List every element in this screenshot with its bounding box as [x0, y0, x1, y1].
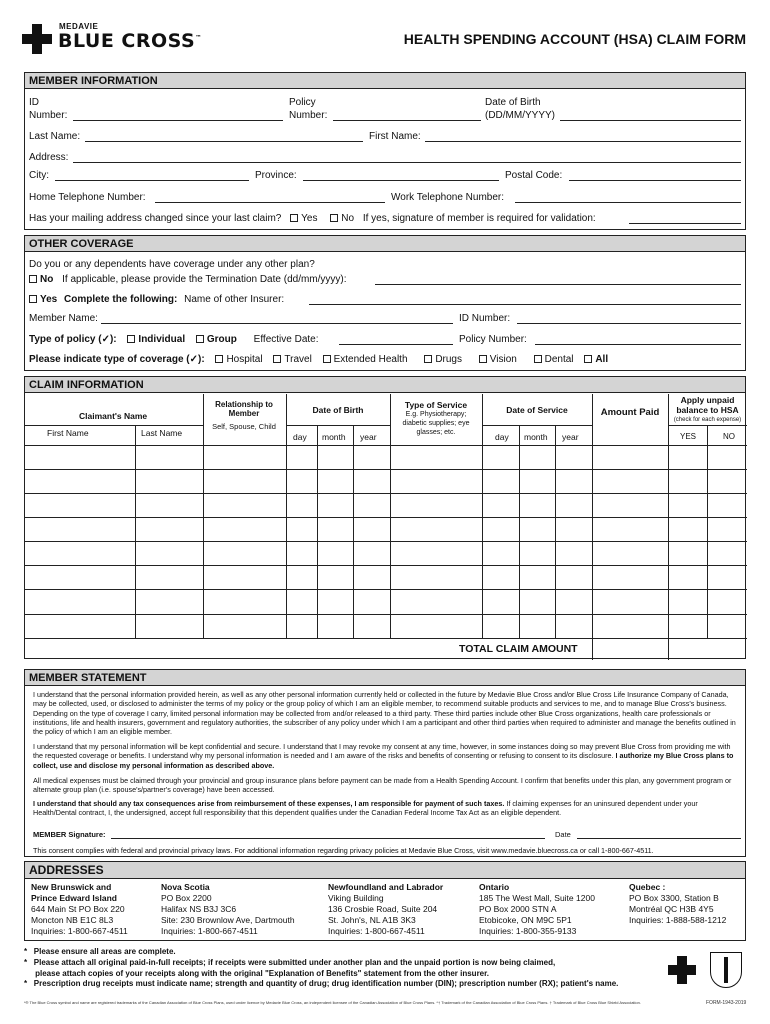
amount-paid-header: Amount Paid	[600, 407, 660, 418]
type-of-service-sub: E.g. Physiotherapy; diabetic supplies; eye glasses; etc.	[402, 411, 470, 436]
other-coverage-section	[24, 235, 746, 371]
dob-label: Date of Birth	[485, 97, 541, 108]
addresses-section	[24, 861, 746, 941]
address-nb-pei: New Brunswick and Prince Edward Island 644 Main St PO Box 220 Moncton NB E1C 8L3 Inquiries: 1-800-667-4511	[31, 882, 128, 937]
relationship-header: Relationship to Member	[215, 400, 273, 418]
apply-balance-sub: (check for each expense)	[673, 417, 742, 423]
statement-paragraph-1: I understand that the personal information provided herein, as well as any other personal information currently held or collected in the future by Medavie Blue Cross and/or Blue Cross Life Insurance Company of Canada, may be collected, used, or disclosed to administer the terms of my policy or the group policy of which I am an eligible member, to recommend suitable products and services to me, and to manage Blue Cross's business. Depending on the type of coverage I carry, limited personal information may be collected from and/or released to a third party. These third parties include other Blue Cross organizations, health care professionals or institutions, life and health insurers, government and regulatory authorities, the subscriber of any policy under which I am a participant and other third parties when required to administer and manage the benefits outlined in the policy of which I am an eligible member.	[33, 690, 736, 737]
postal-code-field[interactable]	[569, 180, 741, 181]
divider	[707, 425, 708, 638]
coverage-yes-checkbox[interactable]	[29, 295, 37, 303]
dental-checkbox[interactable]	[534, 355, 542, 363]
id-number-label: ID Number:	[459, 313, 511, 324]
address-field[interactable]	[73, 162, 741, 163]
dob-year-header: year	[360, 432, 377, 442]
first-name-field[interactable]	[425, 141, 741, 142]
statement-paragraph-4: I understand that should any tax consequences arise from reimbursement of these expenses, I am responsible for payment of such taxes. If claiming expenses for an uninsured dependent under your Health/Dental contract, I, the undersigned, accept full responsibility that this dependent qualifies under the Canadian Federal Income Tax Act as an eligible dependent.	[33, 799, 698, 818]
table-row[interactable]	[25, 469, 747, 470]
address-quebec: Quebec : PO Box 3300, Station B Montréal QC H3B 4Y5 Inquiries: 1-888-588-1212	[629, 882, 727, 926]
relationship-sub: Self, Spouse, Child	[212, 422, 276, 431]
member-statement-section	[24, 669, 746, 857]
logo-small-text: MEDAVIE	[59, 22, 99, 31]
coverage-no-row: No If applicable, please provide the Termination Date (dd/mm/yyyy):	[29, 274, 347, 285]
section-header: OTHER COVERAGE	[25, 236, 745, 252]
divider	[482, 425, 592, 426]
divider	[286, 394, 287, 638]
member-name-label: Member Name:	[29, 313, 98, 324]
group-checkbox[interactable]	[196, 335, 204, 343]
dob-format-label: (DD/MM/YYYY)	[485, 110, 555, 121]
mailing-yes-checkbox[interactable]	[290, 214, 298, 222]
work-phone-label: Work Telephone Number:	[391, 192, 505, 203]
address-newfoundland: Newfoundland and Labrador Viking Building 136 Crosbie Road, Suite 204 St. John's, NL A1B 3K3 Inquiries: 1-800-667-4511	[328, 882, 444, 937]
divider	[25, 445, 747, 446]
total-claim-amount-field[interactable]	[668, 638, 669, 660]
section-header: MEMBER STATEMENT	[25, 670, 745, 686]
table-row[interactable]	[25, 541, 747, 542]
first-name-header: First Name	[47, 428, 89, 438]
drugs-checkbox[interactable]	[424, 355, 432, 363]
policy-label: Policy	[289, 97, 316, 108]
effective-date-field[interactable]	[339, 344, 453, 345]
trademark-notice: *® The Blue Cross symbol and name are registered trademarks of the Canadian Association of Blue Cross Plans, used under licence by Medavie Blue Cross, an independent licensee of the Canadian Association of Blue Cross Plans. *† Trademark of the Canadian Association of Blue Cross Plans. † Trademark of Blue Cross Blue Shield Association.	[24, 1000, 641, 1005]
province-field[interactable]	[303, 180, 499, 181]
type-of-service-header: Type of Service	[404, 400, 468, 410]
divider	[482, 394, 483, 638]
hospital-checkbox[interactable]	[215, 355, 223, 363]
form-title: HEALTH SPENDING ACCOUNT (HSA) CLAIM FORM	[403, 31, 746, 47]
privacy-consent-note: This consent complies with federal and provincial privacy laws. For additional information regarding privacy policies at Medavie Blue Cross, visit www.medavie.bluecross.ca or call 1-800-667-4511.	[33, 846, 654, 855]
member-information-section	[24, 72, 746, 230]
signature-date-field[interactable]	[577, 838, 741, 839]
table-row[interactable]	[25, 493, 747, 494]
other-id-number-field[interactable]	[517, 323, 741, 324]
coverage-question: Do you or any dependents have coverage under any other plan?	[29, 259, 315, 270]
dob-day-header: day	[293, 432, 307, 442]
dob-header: Date of Birth	[312, 405, 364, 415]
section-header: CLAIM INFORMATION	[25, 377, 745, 393]
mailing-address-question: Has your mailing address changed since your last claim? Yes No If yes, signature of member is required for validation:	[29, 213, 596, 224]
last-name-label: Last Name:	[29, 131, 81, 142]
date-of-service-header: Date of Service	[506, 405, 568, 415]
all-checkbox[interactable]	[584, 355, 592, 363]
table-row[interactable]	[25, 614, 747, 615]
coverage-yes-row: Yes Complete the following: Name of other Insurer:	[29, 294, 284, 305]
table-row[interactable]	[25, 638, 747, 639]
statement-paragraph-3: All medical expenses must be claimed through your provincial and group insurance plans before payment can be made from a Health Spending Account. I confirm that benefits under this plan, any government program or alternate group plan (i.e. spouse's/partner's coverage) have been accessed.	[33, 776, 732, 795]
table-row[interactable]	[25, 517, 747, 518]
member-signature-field[interactable]	[111, 838, 545, 839]
last-name-field[interactable]	[85, 141, 363, 142]
province-label: Province:	[255, 170, 297, 181]
total-claim-amount-label: TOTAL CLAIM AMOUNT	[459, 643, 578, 655]
home-phone-label: Home Telephone Number:	[29, 192, 146, 203]
section-header: MEMBER INFORMATION	[25, 73, 745, 89]
divider	[668, 394, 669, 638]
policy-number-label: Number:	[289, 110, 328, 121]
other-policy-number-field[interactable]	[535, 344, 741, 345]
other-insurer-field[interactable]	[309, 304, 741, 305]
city-field[interactable]	[55, 180, 249, 181]
blue-cross-icon	[22, 24, 52, 54]
apply-yes-header: YES	[680, 432, 697, 441]
extended-health-checkbox[interactable]	[323, 355, 331, 363]
divider	[390, 394, 391, 638]
address-label: Address:	[29, 152, 69, 163]
form-code: FORM-1943-2019	[706, 1000, 747, 1006]
medavie-logo	[22, 22, 237, 58]
individual-checkbox[interactable]	[127, 335, 135, 343]
coverage-type-row: Please indicate type of coverage (✓): Hospital Travel Extended Health Drugs Vision Dental All	[29, 354, 609, 365]
divider	[317, 425, 318, 638]
dob-month-header: month	[322, 432, 346, 442]
table-row[interactable]	[25, 565, 747, 566]
service-year-header: year	[562, 432, 579, 442]
id-number-label: Number:	[29, 110, 68, 121]
divider	[353, 425, 354, 638]
address-nova-scotia: Nova Scotia PO Box 2200 Halifax NS B3J 3C6 Site: 230 Brownlow Ave, Dartmouth Inquiries: 1-800-667-4511	[161, 882, 295, 937]
other-member-name-field[interactable]	[101, 323, 453, 324]
blue-shield-symbol-icon	[710, 952, 742, 988]
date-label: Date	[555, 830, 571, 839]
section-header: ADDRESSES	[25, 862, 745, 879]
divider	[286, 425, 390, 426]
service-day-header: day	[495, 432, 509, 442]
divider	[592, 394, 593, 660]
dob-field[interactable]	[560, 120, 741, 121]
first-name-label: First Name:	[369, 131, 421, 142]
termination-date-field[interactable]	[375, 284, 741, 285]
address-ontario: Ontario 185 The West Mall, Suite 1200 PO Box 2000 STN A Etobicoke, ON M9C 5P1 Inquiries: 1-800-355-9133	[479, 882, 595, 937]
claim-information-section	[24, 376, 746, 659]
validation-signature-field[interactable]	[629, 223, 741, 224]
blue-cross-symbol-icon	[668, 956, 696, 984]
divider	[519, 425, 520, 638]
divider	[25, 425, 203, 426]
policy-number-label: Policy Number:	[459, 334, 527, 345]
divider	[203, 394, 204, 638]
policy-number-field[interactable]	[333, 120, 481, 121]
id-label: ID	[29, 97, 39, 108]
mailing-no-checkbox[interactable]	[330, 214, 338, 222]
statement-paragraph-2: I understand that my personal information will be kept confidential and secure. I understand that I may revoke my consent at any time, however, in some instances doing so may prevent Blue Cross from providing me with the requested coverage or benefits. I understand why my personal information is needed and I am aware of the risks and benefits of consenting or refusing to consent to its disclosure. I authorize my Blue Cross plans to collect, use and disclose my personal information as described above.	[33, 742, 734, 770]
vision-checkbox[interactable]	[479, 355, 487, 363]
home-phone-field[interactable]	[155, 202, 385, 203]
id-number-field[interactable]	[73, 120, 283, 121]
logo-big-text: BLUE CROSS™	[58, 30, 202, 52]
city-label: City:	[29, 170, 49, 181]
divider	[135, 425, 136, 445]
work-phone-field[interactable]	[515, 202, 741, 203]
postal-code-label: Postal Code:	[505, 170, 563, 181]
last-name-header: Last Name	[141, 428, 183, 438]
footnotes: * Please ensure all areas are complete. * Please attach all original paid-in-full receipts; if receipts were submitted under another plan and the unpaid portion is now being claimed, please attach copies of your receipts along with the original "Explanation of Benefits" statement from the other insurer. * Prescription drug receipts must indicate name; strength and quantity of drug; drug identification number (DIN); prescription number (RX); patient's name.	[24, 947, 619, 989]
coverage-no-checkbox[interactable]	[29, 275, 37, 283]
member-signature-label: MEMBER Signature:	[33, 830, 106, 839]
apply-balance-header: Apply unpaid balance to HSA	[676, 395, 739, 416]
table-row[interactable]	[25, 589, 747, 590]
service-month-header: month	[524, 432, 548, 442]
policy-type-row: Type of policy (✓): Individual Group Effective Date:	[29, 334, 319, 345]
claimants-name-header: Claimant's Name	[79, 411, 148, 421]
apply-no-header: NO	[723, 432, 735, 441]
travel-checkbox[interactable]	[273, 355, 281, 363]
divider	[555, 425, 556, 638]
